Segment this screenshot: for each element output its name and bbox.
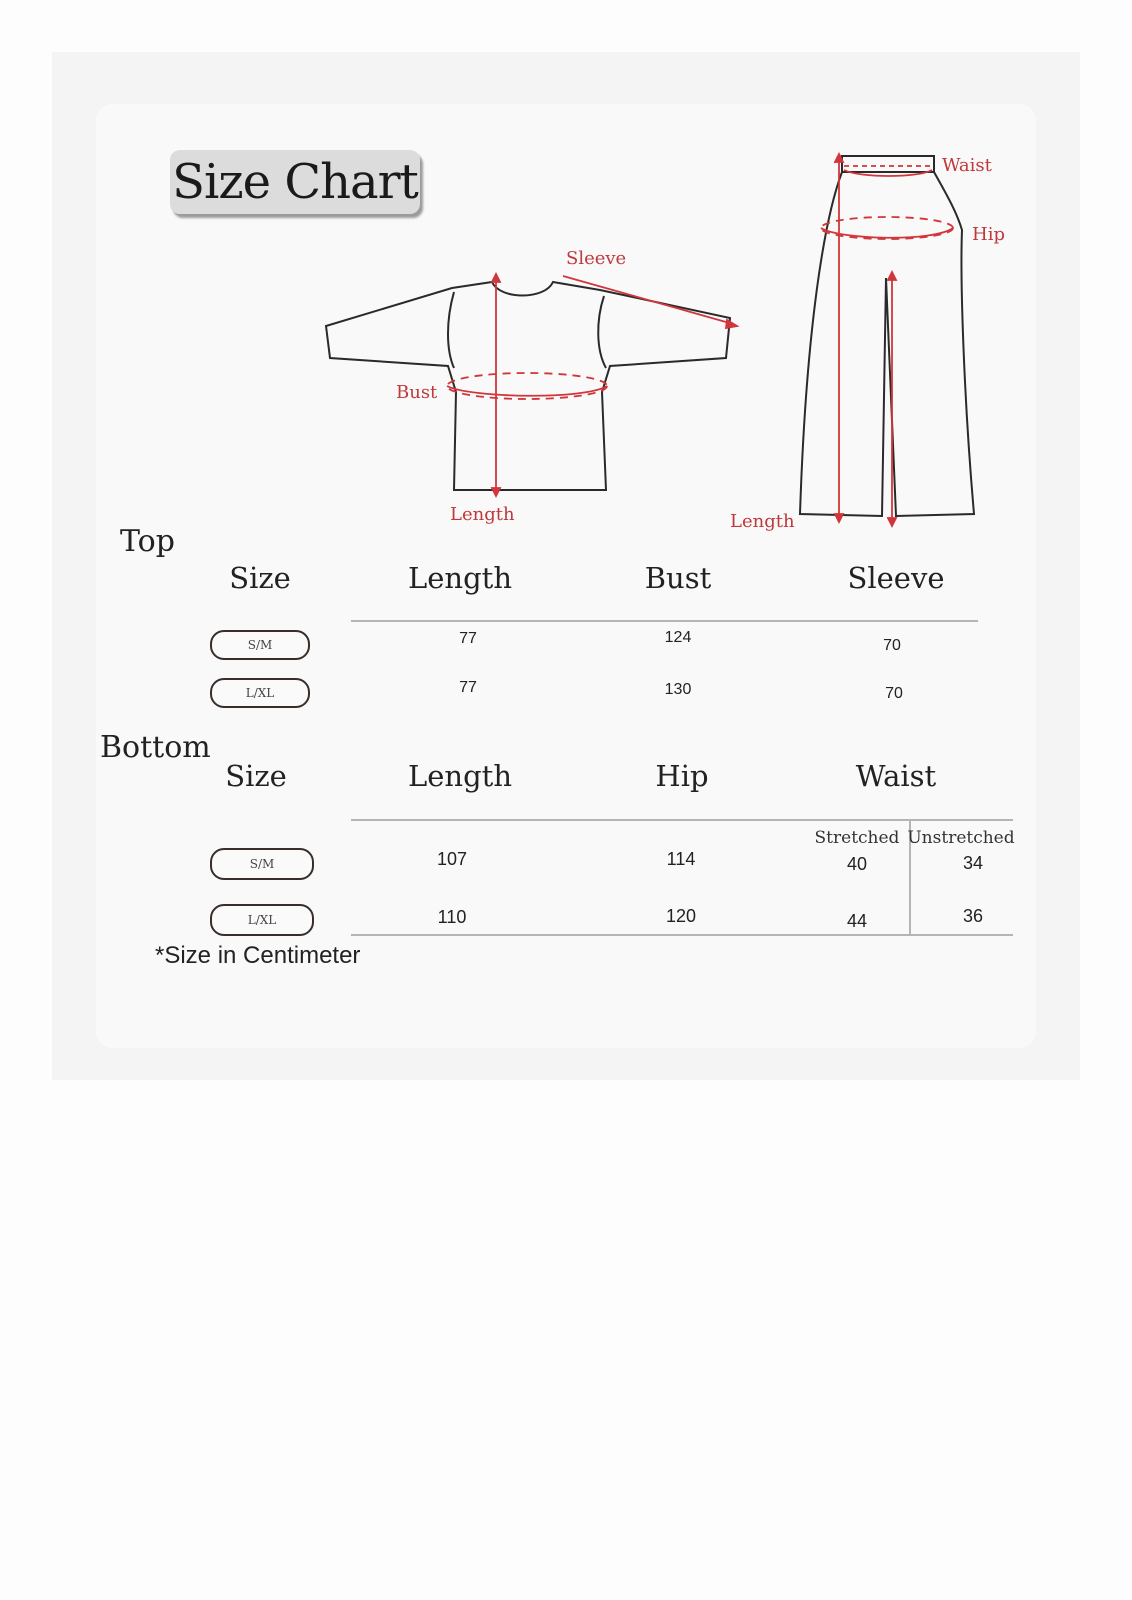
bottom-cell: 44 <box>846 911 868 931</box>
top-cell: 124 <box>664 629 692 646</box>
top-length-label: Length <box>450 504 515 525</box>
top-garment-outline <box>326 282 730 490</box>
bottom-cell: 36 <box>962 906 984 926</box>
bottom-cell: 40 <box>846 854 868 874</box>
bottom-table-rule-top <box>351 819 1013 821</box>
top-section-title: Top <box>120 524 175 559</box>
waist-sub-stretched: Stretched <box>814 828 900 848</box>
bottom-length-label: Length <box>730 511 795 532</box>
bottom-size-pill-sm: S/M <box>210 848 314 880</box>
top-cell: 130 <box>664 681 692 698</box>
bust-label: Bust <box>396 382 438 403</box>
waist-sub-unstretched: Unstretched <box>907 828 1015 848</box>
top-cell: 77 <box>459 679 477 696</box>
page-title: Size Chart <box>172 154 418 210</box>
bottom-cell: 34 <box>962 853 984 873</box>
top-size-pill-lxl: L/XL <box>210 678 310 708</box>
sleeve-label: Sleeve <box>566 248 627 269</box>
bottom-cell: 110 <box>437 907 467 927</box>
top-cell: 70 <box>883 637 901 654</box>
bottom-cell: 114 <box>666 849 696 869</box>
unit-note: *Size in Centimeter <box>155 942 361 969</box>
bottom-header-hip: Hip <box>655 759 709 793</box>
bottom-header-waist: Waist <box>855 759 937 793</box>
top-measure-lines <box>447 274 737 496</box>
top-table-rule <box>351 620 978 622</box>
top-header-sleeve: Sleeve <box>847 561 945 595</box>
bottom-cell: 120 <box>665 906 697 926</box>
top-header-length: Length <box>408 561 512 595</box>
hip-label: Hip <box>972 224 1005 245</box>
top-cell: 70 <box>885 685 903 702</box>
bottom-header-size: Size <box>225 759 287 793</box>
top-cell: 77 <box>459 630 477 647</box>
bottom-cell: 107 <box>436 849 468 869</box>
bottom-measure-lines <box>821 154 953 526</box>
waist-label: Waist <box>942 155 992 176</box>
bottom-header-length: Length <box>408 759 512 793</box>
top-header-bust: Bust <box>644 561 712 595</box>
bottom-section-title: Bottom <box>100 730 211 765</box>
bottom-garment-outline <box>800 156 974 516</box>
top-size-pill-sm: S/M <box>210 630 310 660</box>
bottom-size-pill-lxl: L/XL <box>210 904 314 936</box>
bottom-table-rule-bottom <box>351 934 1013 936</box>
top-header-size: Size <box>229 561 291 595</box>
